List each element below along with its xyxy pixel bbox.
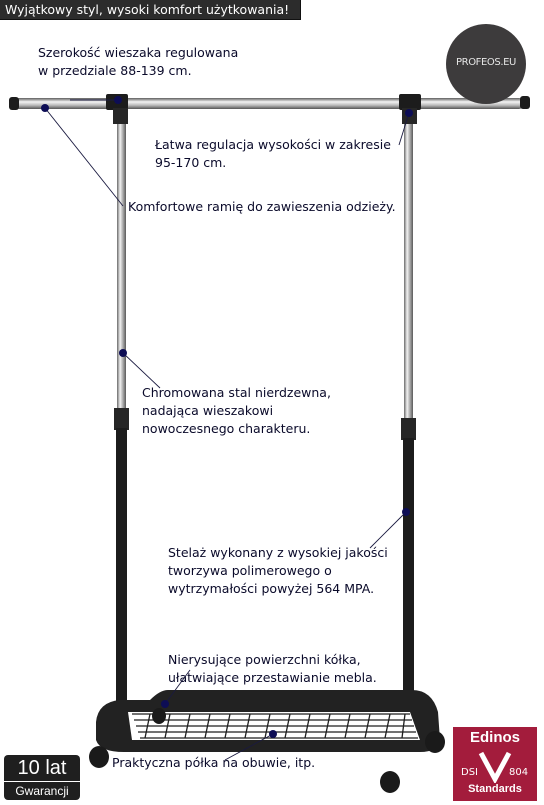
right-top-connector [399, 94, 421, 110]
certificate-label: Standards [468, 783, 522, 795]
note-height-adjust: Łatwa regulacja wysokości w zakresie 95-170 cm. [155, 137, 391, 170]
note-shoe-shelf: Praktyczna półka na obuwie, itp. [112, 755, 316, 770]
profeos-logo: PROFEOS.EU [446, 24, 526, 104]
note-rail-width: Szerokość wieszaka regulowana w przedziale 88-139 cm. [38, 45, 239, 78]
left-black-tube [116, 428, 127, 710]
checkmark-icon [477, 747, 513, 783]
edinos-certificate-badge [453, 727, 537, 801]
note-polymer-frame: Stelaż wykonany z wysokiej jakości tworzywa polimerowego o wytrzymałości powyżej 564 MPA. [168, 545, 388, 596]
warranty-badge [4, 755, 80, 801]
rail-end-cap-left [9, 97, 19, 110]
certificate-number: 804 [509, 767, 529, 778]
note-hanging-arm: Komfortowe ramię do zawieszenia odzieży. [128, 199, 396, 214]
certificate-brand: Edinos [469, 729, 520, 746]
warranty-years: 10 lat [4, 755, 80, 781]
left-collar [114, 408, 129, 430]
header-text: Wyjątkowy styl, wysoki komfort użytkowania! [5, 2, 290, 17]
left-chrome-tube [117, 108, 126, 410]
note-wheels: Nierysujące powierzchni kółka, ułatwiające przestawianie mebla. [168, 652, 377, 685]
right-collar [401, 418, 416, 440]
warranty-label: Gwarancji [4, 782, 80, 800]
left-top-clamp [113, 108, 128, 124]
certificate-dsi: DSI [461, 767, 478, 778]
rail-end-cap-right [520, 96, 530, 109]
right-chrome-tube [404, 108, 413, 420]
right-black-tube [403, 438, 414, 710]
note-chrome-steel: Chromowana stal nierdzewna, nadająca wieszakowi nowoczesnego charakteru. [142, 385, 331, 436]
